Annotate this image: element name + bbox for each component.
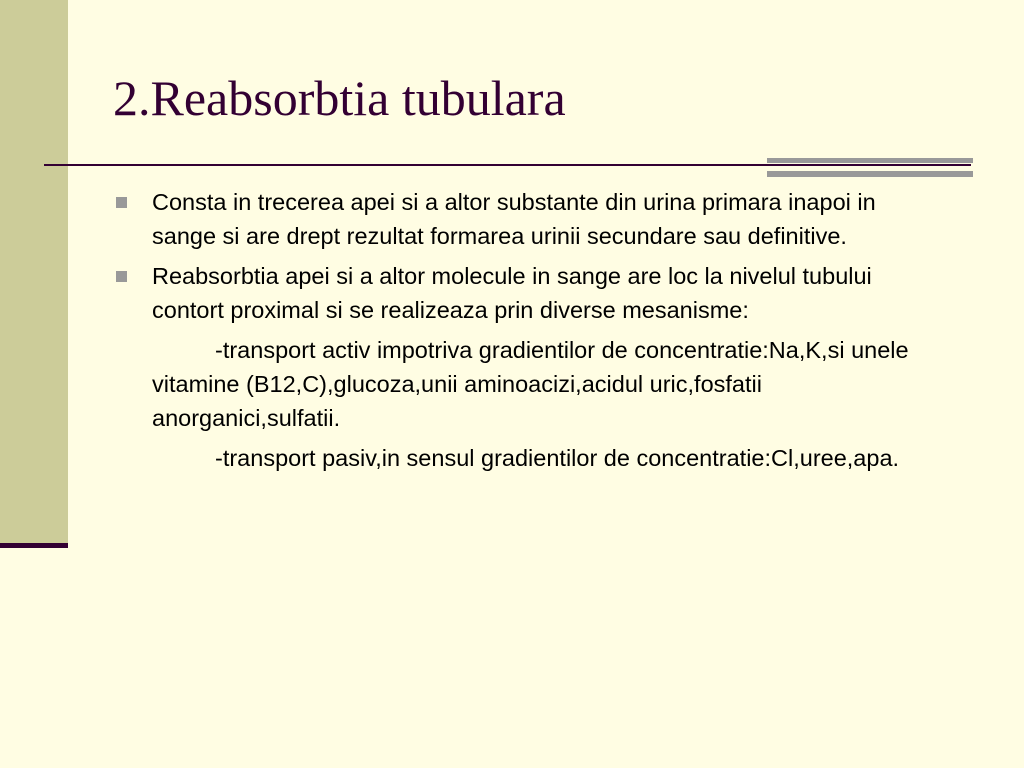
sub-item	[116, 441, 946, 475]
bullet-text: Reabsorbtia apei si a altor molecule in sange are loc la nivelul tubului contort proximal si se realizeaza prin diverse mesanisme:	[152, 263, 872, 323]
accent-stripe-bottom	[767, 171, 973, 177]
square-bullet-icon	[116, 197, 127, 208]
left-bar-accent-line	[0, 543, 68, 548]
accent-stripe-top	[767, 158, 973, 163]
slide-title: 2.Reabsorbtia tubulara	[113, 70, 566, 126]
sub-item-text: -transport activ impotriva gradientilor de concentratie:Na,K,si unele vitamine (B12,C),glucoza,unii aminoacizi,acidul uric,fosfatii anorganici,sulfatii.	[152, 337, 909, 431]
sub-item-text: -transport pasiv,in sensul gradientilor de concentratie:Cl,uree,apa.	[215, 445, 900, 471]
left-decorative-bar	[0, 0, 68, 545]
bullet-text: Consta in trecerea apei si a altor substante din urina primara inapoi in sange si are drept rezultat formarea urinii secundare sau definitive.	[152, 189, 876, 249]
bullet-item	[116, 259, 946, 327]
sub-item	[116, 333, 946, 435]
divider-accent-stripes	[767, 158, 973, 178]
bullet-item	[116, 185, 946, 253]
square-bullet-icon	[116, 271, 127, 282]
slide-body	[116, 185, 946, 481]
